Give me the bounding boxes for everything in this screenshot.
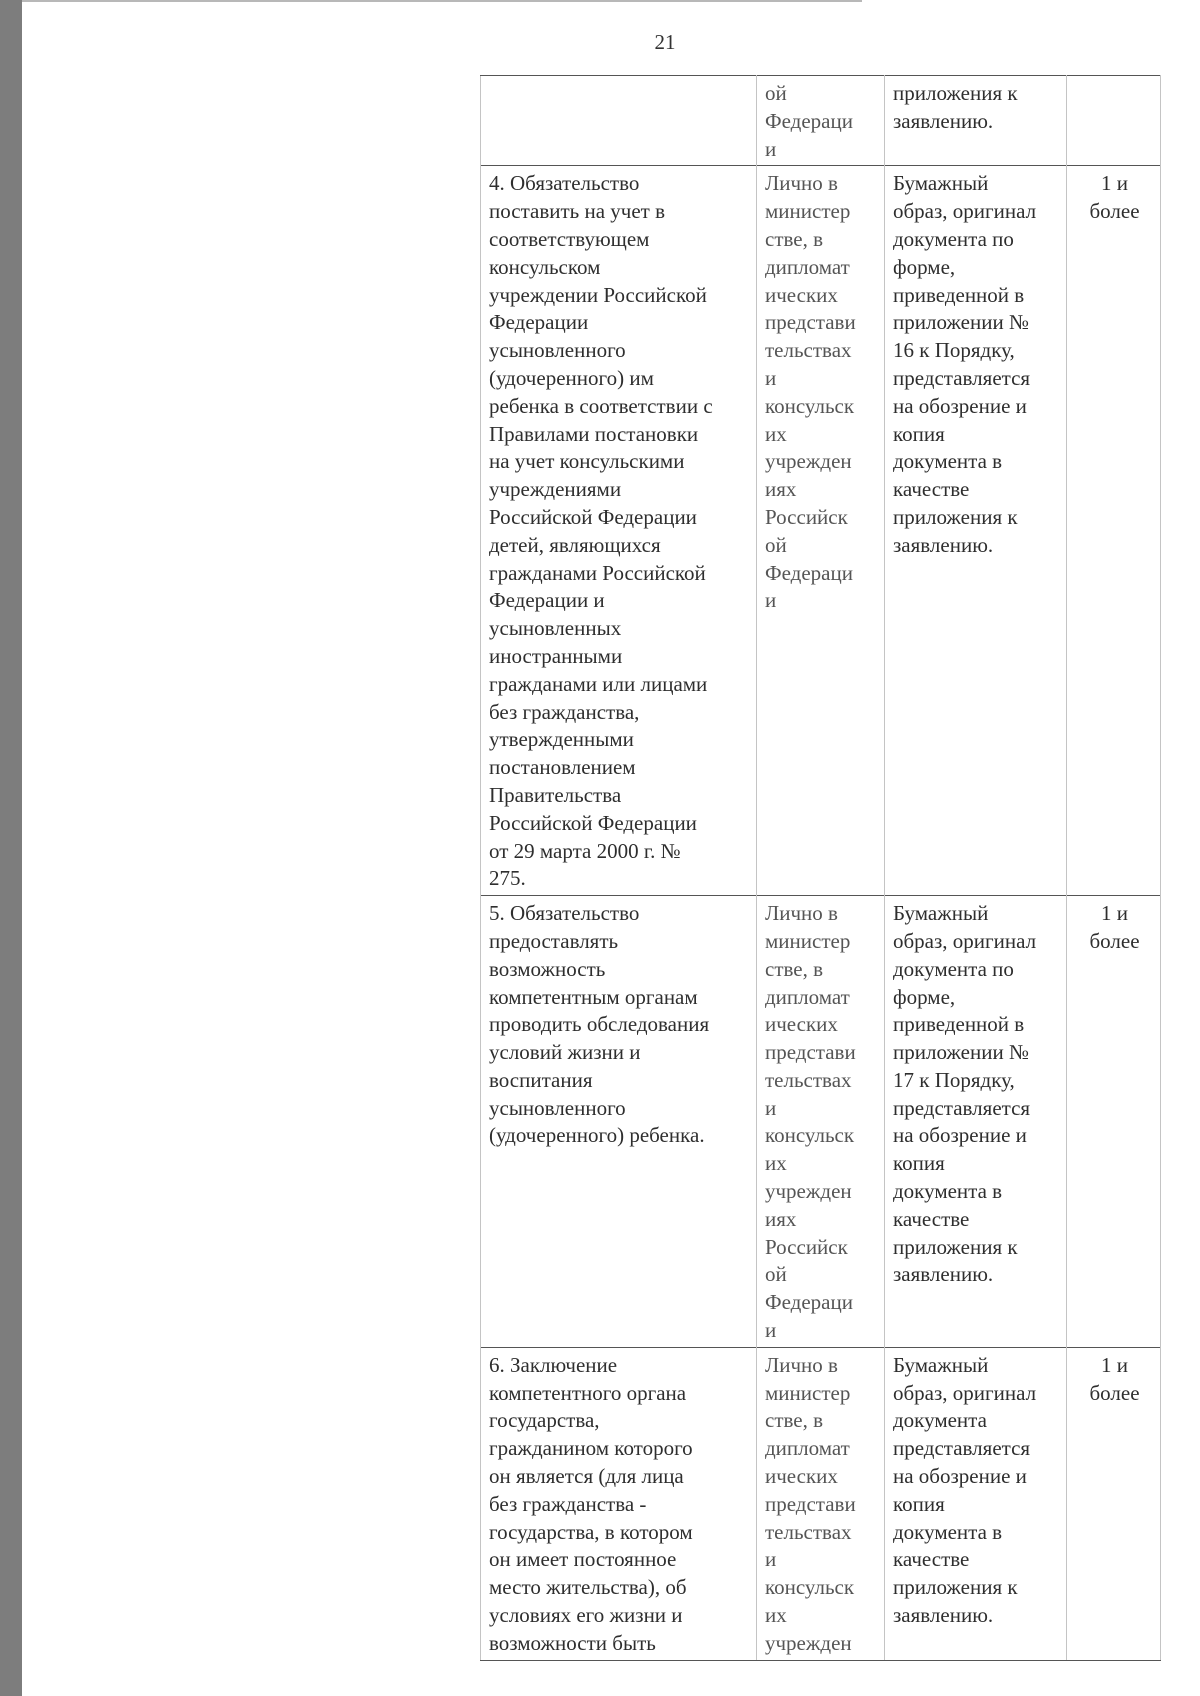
form-text: Бумажный образ, оригинал документа представляется на обозрение и копия документа в качестве приложения к заявлению. xyxy=(893,1352,1037,1628)
table-row xyxy=(481,76,1161,166)
count-cell xyxy=(1067,76,1161,166)
method-cell xyxy=(757,166,885,896)
count-cell xyxy=(1067,1347,1161,1660)
count-text: 1 и более xyxy=(1089,1352,1140,1405)
table-row xyxy=(481,1347,1161,1660)
document-text: 6. Заключение компетентного органа государства, гражданином которого он является (для лица без гражданства - государства, в котором он имеет постоянное место жительства), об условиях его жизни и возможности быть xyxy=(489,1352,693,1655)
form-cell xyxy=(885,166,1067,896)
document-text: 5. Обязательство предоставлять возможность компетентным органам проводить обследования условий жизни и воспитания усыновленного (удочеренного) ребенка. xyxy=(489,901,710,1148)
count-cell xyxy=(1067,896,1161,1348)
method-cell xyxy=(757,896,885,1348)
form-text: приложения к заявлению. xyxy=(893,81,1018,133)
count-text: 1 и более xyxy=(1089,901,1140,953)
method-cell xyxy=(757,1347,885,1660)
scan-edge-top xyxy=(22,0,862,2)
table-row xyxy=(481,896,1161,1348)
form-text: Бумажный образ, оригинал документа по форме, приведенной в приложении № 17 к Порядку, представляется на обозрение и копия документа в качестве приложения к заявлению. xyxy=(893,901,1037,1287)
method-text: Лично в министер стве, в дипломат ических представи тельствах и консульск их учрежден иях Российск ой Федераци и xyxy=(765,901,856,1343)
method-text: Лично в министер стве, в дипломат ических представи тельствах и консульск их учрежден иях Российск ой Федераци и xyxy=(765,171,856,613)
document-text: 4. Обязательство поставить на учет в соответствующем консульском учреждении Российской Федерации усыновленного (удочеренного) им ребенка в соответствии с Правилами постановки на учет консульскими учреждениями Российской Федерации детей, являющихся гражданами Российской Федерации и усыновленных иностранными гражданами или лицами без гражданства, утвержденными постановлением Правительства Российской Федерации от 29 марта 2000 г. № 275. xyxy=(489,171,713,891)
form-cell xyxy=(885,76,1067,166)
count-text: 1 и более xyxy=(1089,171,1140,224)
form-cell xyxy=(885,1347,1067,1660)
document-cell xyxy=(481,166,757,896)
document-cell xyxy=(481,76,757,166)
table-row xyxy=(481,166,1161,896)
document-cell xyxy=(481,1347,757,1660)
document-cell xyxy=(481,896,757,1348)
form-text: Бумажный образ, оригинал документа по форме, приведенной в приложении № 16 к Порядку, представляется на обозрение и копия документа в качестве приложения к заявлению. xyxy=(893,171,1037,557)
count-cell xyxy=(1067,166,1161,896)
scan-edge xyxy=(0,0,22,1696)
requirements-table xyxy=(480,75,1161,1661)
method-text: ой Федераци и xyxy=(765,81,853,161)
form-cell xyxy=(885,896,1067,1348)
method-cell xyxy=(757,76,885,166)
page-number: 21 xyxy=(654,30,676,54)
method-text: Лично в министер стве, в дипломат ических представи тельствах и консульск их учрежден xyxy=(765,1352,856,1655)
